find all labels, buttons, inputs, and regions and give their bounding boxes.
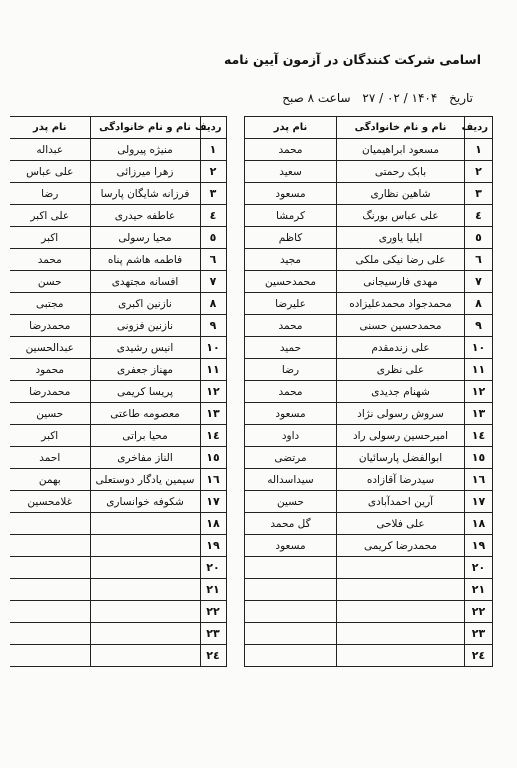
father-name-cell: محمدرضا xyxy=(10,315,90,337)
table-row xyxy=(245,381,493,403)
row-number-cell: ۱٥ xyxy=(465,447,493,469)
row-number-cell: ٤ xyxy=(465,205,493,227)
full-name-cell: نازنین فزونی xyxy=(90,315,200,337)
table-header-row xyxy=(10,117,226,139)
row-number-cell: ۲۱ xyxy=(200,579,226,601)
full-name-cell: محمدحسین حسنی xyxy=(337,315,465,337)
row-number-cell: ۱۷ xyxy=(465,491,493,513)
row-number-cell: ۱۸ xyxy=(200,513,226,535)
father-name-cell xyxy=(245,645,337,667)
full-name-cell: آرین احمدآبادی xyxy=(337,491,465,513)
table-row xyxy=(10,293,226,315)
table-row xyxy=(245,579,493,601)
table-row xyxy=(245,601,493,623)
father-name-cell: محمد xyxy=(245,315,337,337)
table-row xyxy=(245,447,493,469)
table-row xyxy=(245,359,493,381)
row-number-cell: ۲ xyxy=(465,161,493,183)
father-name-cell: سعید xyxy=(245,161,337,183)
father-name-cell: علی اکبر xyxy=(10,205,90,227)
table-row xyxy=(245,491,493,513)
father-name-cell xyxy=(245,579,337,601)
row-number-cell: ۲۲ xyxy=(200,601,226,623)
row-number-cell: ۲۳ xyxy=(200,623,226,645)
father-name-cell xyxy=(10,623,90,645)
father-name-cell: محمد xyxy=(245,381,337,403)
father-name-cell xyxy=(10,535,90,557)
row-number-cell: ۱۷ xyxy=(200,491,226,513)
full-name-cell xyxy=(90,623,200,645)
full-name-cell: مسعود ابراهیمیان xyxy=(337,139,465,161)
father-name-cell: اکبر xyxy=(10,227,90,249)
row-number-cell: ۱۱ xyxy=(200,359,226,381)
row-number-cell: ۷ xyxy=(465,271,493,293)
row-number-cell: ۳ xyxy=(465,183,493,205)
row-number-cell: ۳ xyxy=(200,183,226,205)
table-row xyxy=(10,139,226,161)
full-name-cell xyxy=(337,601,465,623)
full-name-cell: محیا رسولی xyxy=(90,227,200,249)
table-row xyxy=(10,645,226,667)
table-row xyxy=(10,447,226,469)
full-name-cell xyxy=(90,579,200,601)
header-full-name: نام و نام خانوادگی xyxy=(337,117,465,139)
full-name-cell: الناز مفاخری xyxy=(90,447,200,469)
full-name-cell: منیژه پیرولی xyxy=(90,139,200,161)
full-name-cell: سیمین یادگار دوستعلی xyxy=(90,469,200,491)
full-name-cell: زهرا میرزائی xyxy=(90,161,200,183)
full-name-cell: محمدرضا کریمی xyxy=(337,535,465,557)
row-number-cell: ٦ xyxy=(200,249,226,271)
row-number-cell: ٥ xyxy=(200,227,226,249)
date-label: تاریخ xyxy=(449,91,473,105)
full-name-cell: محمدجواد محمدعلیزاده xyxy=(337,293,465,315)
table-row xyxy=(245,623,493,645)
row-number-cell: ۱٤ xyxy=(200,425,226,447)
table-row xyxy=(245,513,493,535)
full-name-cell: افسانه مجتهدی xyxy=(90,271,200,293)
father-name-cell: حسن xyxy=(10,271,90,293)
father-name-cell: بهمن xyxy=(10,469,90,491)
full-name-cell: شکوفه خوانساری xyxy=(90,491,200,513)
full-name-cell: مهدی فارسیجانی xyxy=(337,271,465,293)
father-name-cell: محمود xyxy=(10,359,90,381)
table-row xyxy=(10,491,226,513)
date-line xyxy=(274,91,473,105)
table-row xyxy=(245,161,493,183)
father-name-cell: عبدالحسین xyxy=(10,337,90,359)
father-name-cell: محمدحسین xyxy=(245,271,337,293)
row-number-cell: ۱۳ xyxy=(465,403,493,425)
full-name-cell xyxy=(337,579,465,601)
full-name-cell: معصومه طاعتی xyxy=(90,403,200,425)
row-number-cell: ۲۱ xyxy=(465,579,493,601)
row-number-cell: ۱۰ xyxy=(200,337,226,359)
full-name-cell: ابوالفضل پارسائیان xyxy=(337,447,465,469)
row-number-cell: ۹ xyxy=(465,315,493,337)
table-row xyxy=(245,205,493,227)
father-name-cell: سیداسداله xyxy=(245,469,337,491)
table-row xyxy=(245,249,493,271)
full-name-cell xyxy=(337,645,465,667)
father-name-cell xyxy=(10,579,90,601)
full-name-cell: امیرحسین رسولی راد xyxy=(337,425,465,447)
father-name-cell xyxy=(10,557,90,579)
father-name-cell: حسین xyxy=(10,403,90,425)
row-number-cell: ۲۳ xyxy=(465,623,493,645)
row-number-cell: ۷ xyxy=(200,271,226,293)
row-number-cell: ۱ xyxy=(200,139,226,161)
table-row xyxy=(245,425,493,447)
full-name-cell: فاطمه هاشم پناه xyxy=(90,249,200,271)
row-number-cell: ۱٥ xyxy=(200,447,226,469)
table-row xyxy=(10,337,226,359)
table-row xyxy=(10,601,226,623)
row-number-cell: ۱٤ xyxy=(465,425,493,447)
table-row xyxy=(245,227,493,249)
row-number-cell: ۲۲ xyxy=(465,601,493,623)
table-row xyxy=(245,271,493,293)
table-row xyxy=(245,139,493,161)
full-name-cell xyxy=(90,557,200,579)
full-name-cell: علی رضا نیکی ملکی xyxy=(337,249,465,271)
father-name-cell xyxy=(10,645,90,667)
father-name-cell: حسین xyxy=(245,491,337,513)
father-name-cell: مرتضی xyxy=(245,447,337,469)
row-number-cell: ۱۹ xyxy=(200,535,226,557)
full-name-cell: فرزانه شایگان پارسا xyxy=(90,183,200,205)
row-number-cell: ۱ xyxy=(465,139,493,161)
table-row xyxy=(10,271,226,293)
father-name-cell: مجید xyxy=(245,249,337,271)
header-row-number: ردیف xyxy=(465,117,493,139)
father-name-cell: عبداله xyxy=(10,139,90,161)
row-number-cell: ۸ xyxy=(200,293,226,315)
row-number-cell: ٥ xyxy=(465,227,493,249)
full-name-cell xyxy=(90,601,200,623)
header-full-name: نام و نام خانوادگی xyxy=(90,117,200,139)
full-name-cell xyxy=(90,513,200,535)
full-name-cell: عاطفه حیدری xyxy=(90,205,200,227)
table-row xyxy=(10,359,226,381)
full-name-cell: نازنین اکبری xyxy=(90,293,200,315)
father-name-cell: مجتبی xyxy=(10,293,90,315)
father-name-cell: محمد xyxy=(10,249,90,271)
table-row xyxy=(10,381,226,403)
father-name-cell: محمد xyxy=(245,139,337,161)
table-row xyxy=(10,315,226,337)
full-name-cell: سروش رسولی نژاد xyxy=(337,403,465,425)
row-number-cell: ٦ xyxy=(465,249,493,271)
father-name-cell: مسعود xyxy=(245,535,337,557)
father-name-cell: گل محمد xyxy=(245,513,337,535)
table-row xyxy=(245,535,493,557)
time-value: ساعت ۸ صبح xyxy=(282,91,351,105)
table-row xyxy=(245,403,493,425)
row-number-cell: ۱۲ xyxy=(200,381,226,403)
full-name-cell: سیدرضا آقازاده xyxy=(337,469,465,491)
row-number-cell: ۱۳ xyxy=(200,403,226,425)
table-row xyxy=(245,315,493,337)
table-row xyxy=(10,183,226,205)
row-number-cell: ۱۰ xyxy=(465,337,493,359)
table-row xyxy=(245,337,493,359)
full-name-cell: مهناز جعفری xyxy=(90,359,200,381)
father-name-cell: مسعود xyxy=(245,183,337,205)
table-row xyxy=(245,293,493,315)
full-name-cell: انیس رشیدی xyxy=(90,337,200,359)
row-number-cell: ۱٦ xyxy=(465,469,493,491)
father-name-cell xyxy=(245,557,337,579)
father-name-cell: کاظم xyxy=(245,227,337,249)
row-number-cell: ۲۰ xyxy=(465,557,493,579)
father-name-cell: رضا xyxy=(245,359,337,381)
full-name-cell: علی عباس بورنگ xyxy=(337,205,465,227)
full-name-cell xyxy=(90,535,200,557)
row-number-cell: ٤ xyxy=(200,205,226,227)
father-name-cell: رضا xyxy=(10,183,90,205)
father-name-cell xyxy=(245,601,337,623)
father-name-cell: غلامحسین xyxy=(10,491,90,513)
row-number-cell: ۱٦ xyxy=(200,469,226,491)
table-row xyxy=(245,183,493,205)
full-name-cell: علی نظری xyxy=(337,359,465,381)
header-row-number: ردیف xyxy=(200,117,226,139)
row-number-cell: ۱۱ xyxy=(465,359,493,381)
father-name-cell xyxy=(10,513,90,535)
table-row xyxy=(10,425,226,447)
father-name-cell xyxy=(10,601,90,623)
row-number-cell: ۲ xyxy=(200,161,226,183)
page-title: اسامی شرکت کنندگان در آزمون آیین نامه xyxy=(223,52,481,67)
table-row xyxy=(10,161,226,183)
father-name-cell: اکبر xyxy=(10,425,90,447)
father-name-cell: محمدرضا xyxy=(10,381,90,403)
participants-table-right xyxy=(244,116,493,667)
father-name-cell: علی عباس xyxy=(10,161,90,183)
table-row xyxy=(245,645,493,667)
table-row xyxy=(10,227,226,249)
row-number-cell: ۱۸ xyxy=(465,513,493,535)
row-number-cell: ۲۰ xyxy=(200,557,226,579)
full-name-cell: بابک رحمتی xyxy=(337,161,465,183)
table-row xyxy=(245,557,493,579)
full-name-cell: شاهین نظاری xyxy=(337,183,465,205)
row-number-cell: ۲٤ xyxy=(465,645,493,667)
table-row xyxy=(10,623,226,645)
full-name-cell: علی فلاحی xyxy=(337,513,465,535)
full-name-cell: محیا براتی xyxy=(90,425,200,447)
table-row xyxy=(10,557,226,579)
full-name-cell: شهنام جدیدی xyxy=(337,381,465,403)
row-number-cell: ۱۹ xyxy=(465,535,493,557)
father-name-cell: داود xyxy=(245,425,337,447)
table-row xyxy=(10,535,226,557)
participants-table-left xyxy=(10,116,227,667)
table-row xyxy=(10,205,226,227)
full-name-cell: پریسا کریمی xyxy=(90,381,200,403)
full-name-cell: ایلیا یاوری xyxy=(337,227,465,249)
father-name-cell: حمید xyxy=(245,337,337,359)
father-name-cell: مسعود xyxy=(245,403,337,425)
full-name-cell xyxy=(337,623,465,645)
row-number-cell: ۸ xyxy=(465,293,493,315)
table-row xyxy=(10,403,226,425)
father-name-cell: احمد xyxy=(10,447,90,469)
father-name-cell: کرمشا xyxy=(245,205,337,227)
header-father-name: نام پدر xyxy=(245,117,337,139)
table-row xyxy=(10,469,226,491)
table-row xyxy=(10,579,226,601)
header-father-name: نام پدر xyxy=(10,117,90,139)
full-name-cell xyxy=(90,645,200,667)
date-value: ۱۴۰۴ / ۰۲ / ۲۷ xyxy=(362,91,438,105)
table-row xyxy=(245,469,493,491)
row-number-cell: ۱۲ xyxy=(465,381,493,403)
table-header-row xyxy=(245,117,493,139)
full-name-cell xyxy=(337,557,465,579)
row-number-cell: ۲٤ xyxy=(200,645,226,667)
father-name-cell: علیرضا xyxy=(245,293,337,315)
row-number-cell: ۹ xyxy=(200,315,226,337)
table-row xyxy=(10,513,226,535)
table-row xyxy=(10,249,226,271)
full-name-cell: علی زندمقدم xyxy=(337,337,465,359)
father-name-cell xyxy=(245,623,337,645)
